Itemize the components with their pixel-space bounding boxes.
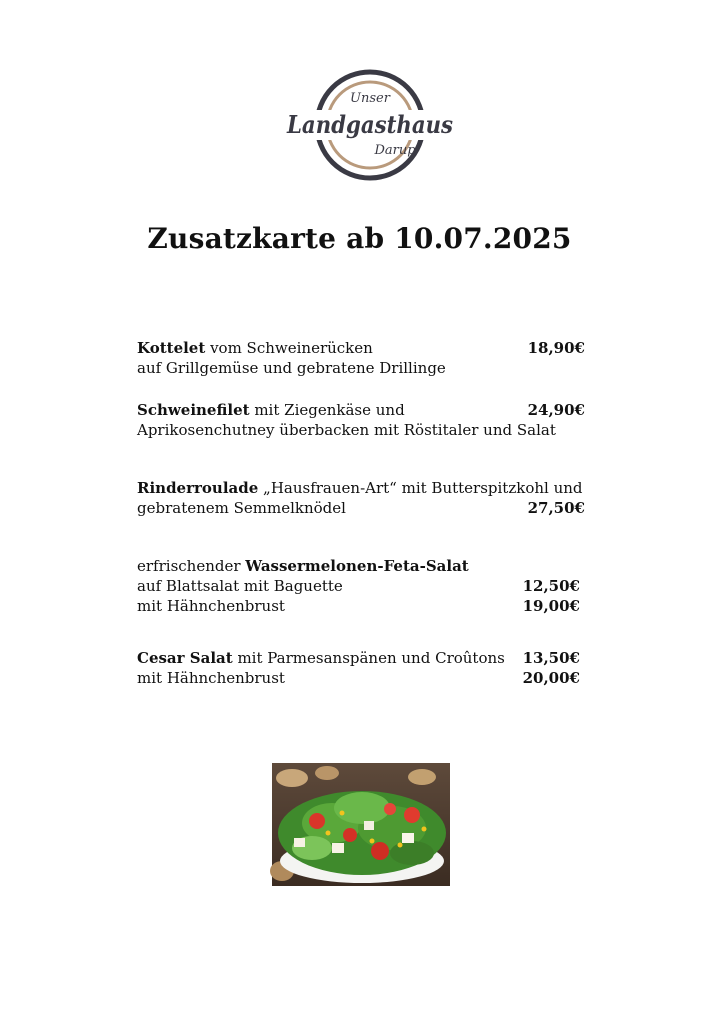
dish-name: Wassermelonen-Feta-Salat	[245, 557, 469, 575]
dish-description: auf Blattsalat mit Baguette	[137, 577, 343, 595]
dish-description: mit Parmesanspänen und Croûtons	[232, 649, 505, 667]
dish-description: auf Grillgemüse und gebratene Drillinge	[137, 359, 446, 377]
dish-price: 13,50€	[522, 649, 580, 667]
dish-price: 24,90€	[527, 401, 585, 419]
logo-top-text: Unser	[350, 91, 390, 106]
dish-description: Aprikosenchutney überbacken mit Röstitaler und Salat	[137, 421, 556, 439]
dish-description: vom Schweinerücken	[205, 339, 373, 357]
restaurant-logo	[285, 66, 455, 184]
dish-description: mit Ziegenkäse und	[249, 401, 405, 419]
dish-name: Schweinefilet	[137, 401, 250, 419]
dish-price: 20,00€	[522, 669, 580, 687]
dish-name: Cesar Salat	[137, 649, 233, 667]
salad-photo	[272, 763, 450, 886]
page-title: Zusatzkarte ab 10.07.2025	[147, 222, 572, 255]
menu-item-rinderroulade	[137, 478, 585, 518]
logo-main-text: Landgasthaus	[286, 110, 454, 139]
dish-name: Kottelet	[137, 339, 206, 357]
menu-item-schweinefilet	[137, 400, 585, 440]
menu-item-cesar-salat	[137, 648, 585, 688]
dish-price: 27,50€	[527, 499, 585, 517]
dish-description: gebratenem Semmelknödel	[137, 499, 346, 517]
dish-description: mit Hähnchenbrust	[137, 597, 285, 615]
dish-description: „Hausfrauen-Art“ mit Butterspitzkohl und	[258, 479, 583, 497]
logo-bottom-text: Darup	[374, 143, 416, 158]
dish-price: 19,00€	[522, 597, 580, 615]
dish-price: 12,50€	[522, 577, 580, 595]
menu-list	[137, 338, 585, 688]
menu-item-kottelet	[137, 338, 585, 378]
dish-price: 18,90€	[527, 339, 585, 357]
dish-name: Rinderroulade	[137, 479, 259, 497]
menu-item-wassermelonen-salat	[137, 556, 585, 616]
dish-prefix: erfrischender	[137, 557, 246, 575]
dish-description: mit Hähnchenbrust	[137, 669, 285, 687]
